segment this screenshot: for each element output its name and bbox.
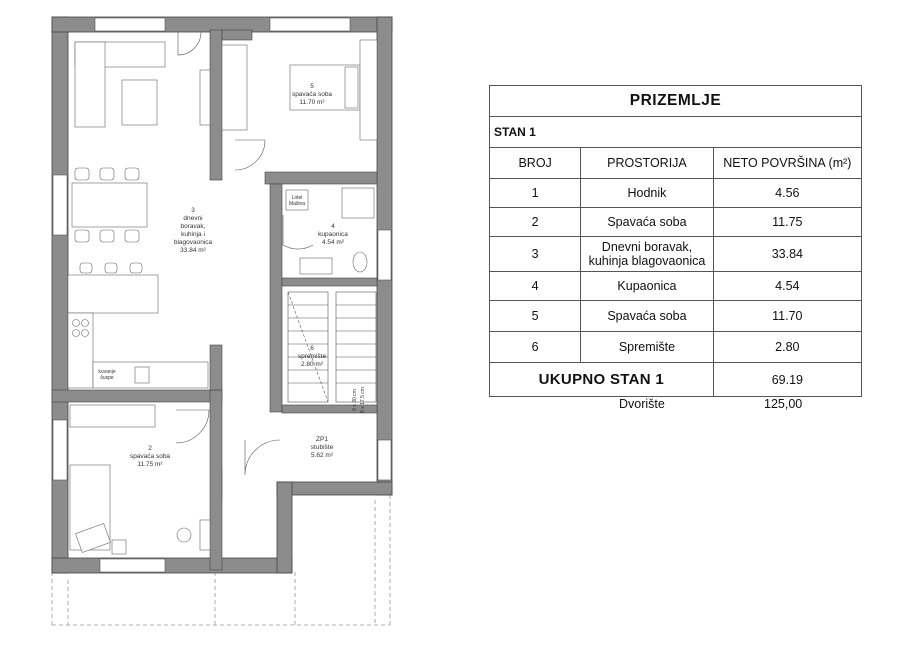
room-label-line: 5.62 m² <box>310 452 334 459</box>
room-label-line: 2.80 m² <box>300 361 324 368</box>
room-label-2 <box>130 445 170 468</box>
cell-povrsina: 11.75 <box>713 208 861 237</box>
room-label-line: 4 <box>331 223 335 230</box>
table-row <box>490 208 862 237</box>
room-label-line: 33.84 m² <box>180 247 206 254</box>
room-label-line: 5 <box>310 83 314 90</box>
room-label-line: blagovaonica <box>173 239 213 246</box>
room-label-line: Lotel <box>291 195 303 201</box>
room-label-line: šuspe <box>100 375 114 381</box>
table-row <box>490 301 862 332</box>
header-prostorija: PROSTORIJA <box>581 148 713 179</box>
furniture <box>68 40 377 554</box>
room-label-line: stubište <box>310 444 334 451</box>
header-broj: BROJ <box>490 148 581 179</box>
room-label-line: spavaća soba <box>129 453 171 460</box>
room-label-line: spavaća soba <box>291 91 333 98</box>
room-label-line: ZP1 <box>316 436 328 443</box>
cell-povrsina: 4.54 <box>713 272 861 301</box>
room-label-line: 2 <box>148 445 152 452</box>
room-label-line: kuvanje <box>98 369 116 375</box>
table-title-row <box>490 86 862 117</box>
table-row <box>490 179 862 208</box>
total-value: 69.19 <box>713 363 861 397</box>
table-unit-row <box>490 117 862 148</box>
area-table <box>489 85 862 397</box>
cell-prostorija: Kupaonica <box>581 272 713 301</box>
room-label-line: dnevni <box>183 215 203 222</box>
table-row <box>490 332 862 363</box>
room-label-line: kupaonica <box>318 231 348 238</box>
room-label-4 <box>318 223 348 246</box>
cell-broj: 5 <box>490 301 581 332</box>
cell-povrsina: 4.56 <box>713 179 861 208</box>
room-label-stairs <box>311 436 334 459</box>
stair-dimension-2: 8 x 17,5 cm <box>360 387 366 413</box>
cell-povrsina: 11.70 <box>713 301 861 332</box>
cell-broj: 2 <box>490 208 581 237</box>
table-total-row <box>490 363 862 397</box>
room-label-line: 3 <box>191 207 195 214</box>
staircase <box>288 292 376 402</box>
cell-broj: 4 <box>490 272 581 301</box>
yard-label: Dvorište <box>619 397 665 411</box>
room-label-line: 4.54 m² <box>321 239 345 246</box>
sink-label <box>98 369 115 381</box>
room-label-line: 11.70 m² <box>299 99 325 106</box>
cell-prostorija: Spavaća soba <box>581 301 713 332</box>
room-label-6 <box>298 345 327 368</box>
cell-povrsina: 2.80 <box>713 332 861 363</box>
table-title: PRIZEMLJE <box>490 86 862 117</box>
cell-prostorija: Spremište <box>581 332 713 363</box>
table-row <box>490 237 862 272</box>
room-label-line: kuhinja i <box>181 231 205 238</box>
cell-broj: 3 <box>490 237 581 272</box>
room-label-3 <box>174 207 213 254</box>
yard-value: 125,00 <box>764 397 803 411</box>
cell-prostorija: Spavaća soba <box>581 208 713 237</box>
room-label-line: 11.75 m² <box>137 461 163 468</box>
cell-broj: 6 <box>490 332 581 363</box>
unit-label: STAN 1 <box>490 117 862 148</box>
table-body <box>490 179 862 363</box>
room-label-line: boravak, <box>180 223 206 230</box>
table-row <box>490 272 862 301</box>
cell-prostorija: Hodnik <box>581 179 713 208</box>
cell-povrsina: 33.84 <box>713 237 861 272</box>
room-label-line: 6 <box>310 345 314 352</box>
table-header-row <box>490 148 862 179</box>
room-label-line: Mašina <box>288 201 306 207</box>
room-label-line: spremište <box>297 353 327 360</box>
stair-dimension-1: 8 x 30 cm <box>352 389 358 411</box>
total-label: UKUPNO STAN 1 <box>490 363 714 397</box>
cell-broj: 1 <box>490 179 581 208</box>
header-neto: NETO POVRŠINA (m²) <box>713 148 861 179</box>
cell-prostorija: Dnevni boravak, kuhinja blagovaonica <box>581 237 713 272</box>
